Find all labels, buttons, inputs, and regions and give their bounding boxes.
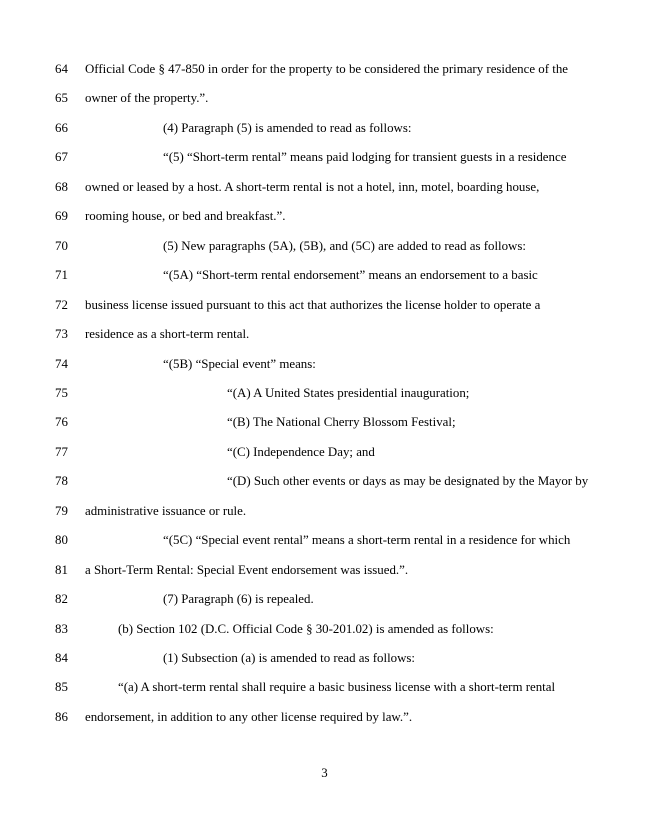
line-number: 70 [55,238,68,253]
line-text: “(B) The National Cherry Blossom Festival; [227,415,456,430]
line-text: owner of the property.”. [85,91,209,106]
line-text: (4) Paragraph (5) is amended to read as follows: [163,120,412,135]
document-line [0,55,649,84]
line-number: 65 [55,91,68,106]
line-number: 78 [55,474,68,489]
document-line [0,644,649,673]
document-line [0,497,649,526]
document-line [0,202,649,231]
line-text: (7) Paragraph (6) is repealed. [163,592,314,607]
line-number: 68 [55,179,68,194]
line-text: “(5C) “Special event rental” means a short-term rental in a residence for which [163,533,571,548]
document-line [0,615,649,644]
line-text: endorsement, in addition to any other license required by law.”. [85,709,413,724]
line-number: 67 [55,150,68,165]
document-line [0,673,649,702]
line-number: 75 [55,385,68,400]
line-text: (b) Section 102 (D.C. Official Code § 30-201.02) is amended as follows: [118,621,494,636]
line-number: 77 [55,444,68,459]
document-line [0,143,649,172]
line-number: 74 [55,356,68,371]
line-number: 79 [55,503,68,518]
document-line [0,408,649,437]
line-text: (5) New paragraphs (5A), (5B), and (5C) are added to read as follows: [163,238,526,253]
line-text: “(C) Independence Day; and [227,444,375,459]
line-number: 86 [55,709,68,724]
document-line [0,320,649,349]
line-number: 69 [55,209,68,224]
document-line [0,114,649,143]
document-line [0,379,649,408]
line-text: rooming house, or bed and breakfast.”. [85,209,286,224]
line-text: “(5) “Short-term rental” means paid lodging for transient guests in a residence [163,150,567,165]
document-line [0,585,649,614]
line-text: a Short-Term Rental: Special Event endorsement was issued.”. [85,562,409,577]
line-text: “(a) A short-term rental shall require a basic business license with a short-term rental [118,680,556,695]
document-line [0,556,649,585]
line-number: 73 [55,327,68,342]
line-number: 82 [55,592,68,607]
line-text: “(D) Such other events or days as may be designated by the Mayor by [227,474,589,489]
line-text: “(5B) “Special event” means: [163,356,316,371]
line-number: 83 [55,621,68,636]
line-number: 66 [55,120,68,135]
line-text: business license issued pursuant to this act that authorizes the license holder to operate a [85,297,541,312]
line-number: 85 [55,680,68,695]
document-line [0,291,649,320]
line-number: 84 [55,651,68,665]
line-text: administrative issuance or rule. [85,503,247,518]
document-line [0,438,649,467]
line-text: Official Code § 47-850 in order for the property to be considered the primary residence of the [85,62,568,76]
line-number: 71 [55,268,68,283]
line-text: (1) Subsection (a) is amended to read as follows: [163,651,416,665]
line-text: “(A) A United States presidential inauguration; [227,385,470,400]
line-text: “(5A) “Short-term rental endorsement” means an endorsement to a basic [163,268,538,283]
document-line [0,232,649,261]
line-number: 81 [55,562,68,577]
line-number: 64 [55,62,68,76]
line-number: 80 [55,533,68,548]
document-line [0,350,649,379]
document-line [0,261,649,290]
document-line [0,526,649,555]
document-line [0,84,649,113]
document-line [0,703,649,732]
line-number: 76 [55,415,68,430]
page-number: 3 [321,766,328,780]
document-line [0,173,649,202]
line-text: owned or leased by a host. A short-term rental is not a hotel, inn, motel, boarding house, [85,179,540,194]
line-number: 72 [55,297,68,312]
document-line [0,467,649,496]
line-text: residence as a short-term rental. [85,327,250,342]
